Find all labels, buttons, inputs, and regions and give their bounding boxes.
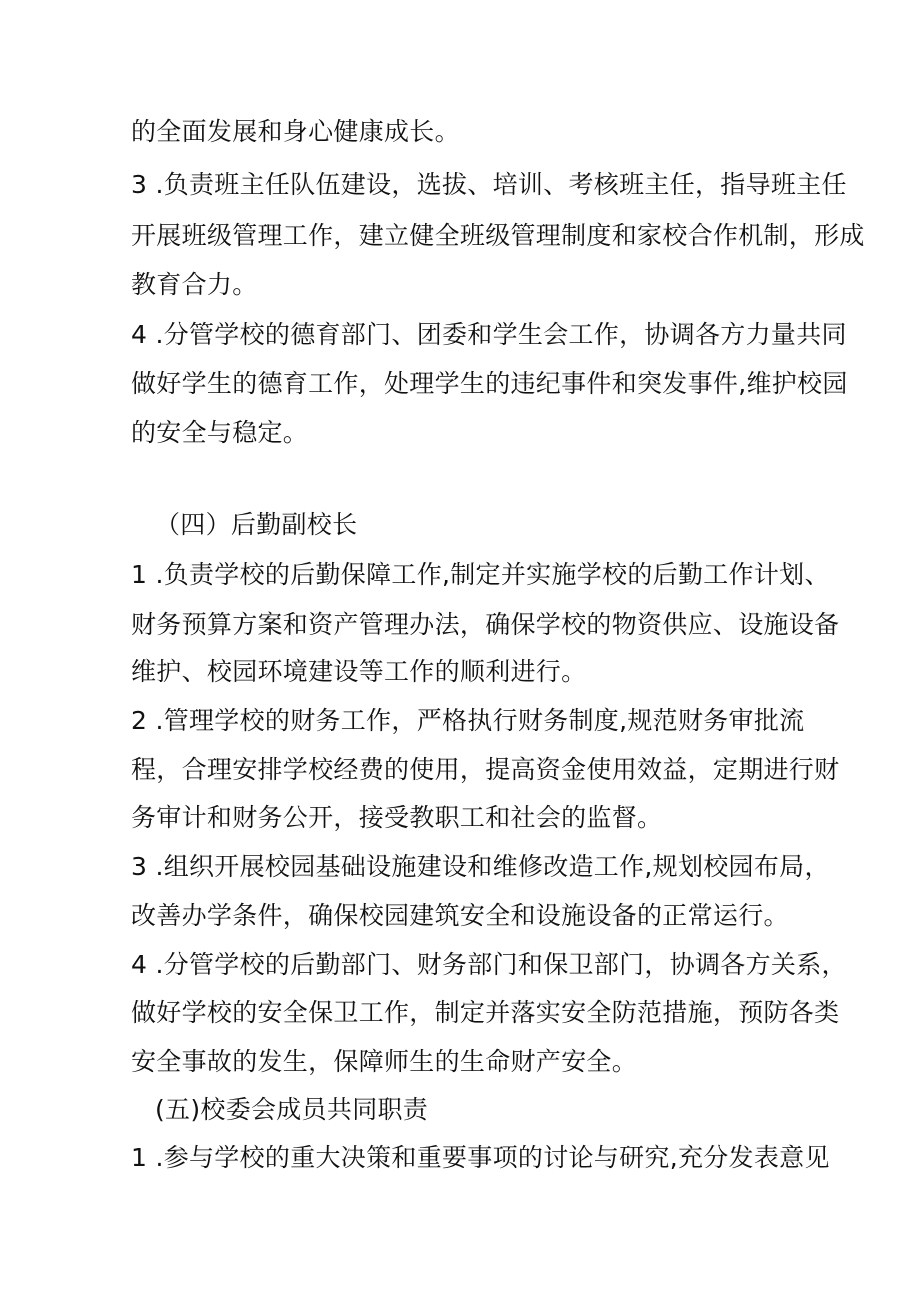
- paragraph-line: 3 .负责班主任队伍建设，选拔、培训、考核班主任，指导班主任: [131, 170, 847, 199]
- paragraph-line: 4 .分管学校的德育部门、团委和学生会工作，协调各方力量共同: [131, 320, 847, 349]
- paragraph-line: 教育合力。: [131, 270, 258, 299]
- paragraph-line: 维护、校园环境建设等工作的顺利进行。: [131, 657, 587, 686]
- paragraph-line: 2 .管理学校的财务工作，严格执行财务制度,规范财务审批流: [131, 706, 805, 735]
- section-heading: (五)校委会成员共同职责: [155, 1095, 429, 1124]
- paragraph-line: 做好学校的安全保卫工作，制定并落实安全防范措施，预防各类: [131, 998, 840, 1027]
- paragraph-line: 改善办学条件，确保校园建筑安全和设施设备的正常运行。: [131, 901, 789, 930]
- paragraph-line: 3 .组织开展校园基础设施建设和维修改造工作,规划校园布局，: [131, 852, 830, 881]
- paragraph-line: 务审计和财务公开，接受教职工和社会的监督。: [131, 803, 663, 832]
- paragraph-line: 开展班级管理工作，建立健全班级管理制度和家校合作机制，形成: [131, 221, 865, 250]
- paragraph-line: 1 .负责学校的后勤保障工作,制定并实施学校的后勤工作计划、: [131, 560, 830, 589]
- paragraph-line: 4 .分管学校的后勤部门、财务部门和保卫部门，协调各方关系，: [131, 950, 847, 979]
- paragraph-line: 的安全与稳定。: [131, 418, 309, 447]
- paragraph-line: 财务预算方案和资产管理办法，确保学校的物资供应、设施设备: [131, 610, 840, 639]
- section-heading: （四）后勤副校长: [155, 510, 358, 539]
- paragraph-line: 1 .参与学校的重大决策和重要事项的讨论与研究,充分发表意见: [131, 1143, 830, 1172]
- paragraph-line: 程，合理安排学校经费的使用，提高资金使用效益，定期进行财: [131, 755, 840, 784]
- paragraph-line: 的全面发展和身心健康成长。: [131, 117, 460, 146]
- paragraph-line: 安全事故的发生，保障师生的生命财产安全。: [131, 1047, 638, 1076]
- paragraph-line: 做好学生的德育工作，处理学生的违纪事件和突发事件,维护校园: [131, 369, 848, 398]
